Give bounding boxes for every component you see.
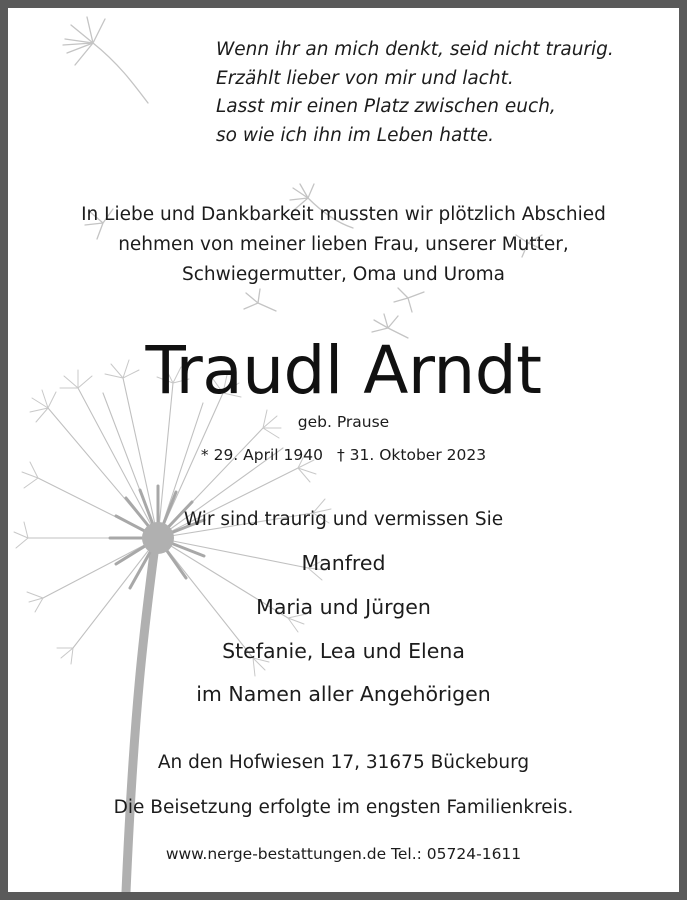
poem-line: so wie ich ihn im Leben hatte. — [216, 124, 495, 146]
intro-line: Schwiegermutter, Oma und Uroma — [182, 264, 505, 285]
mourners-intro: Wir sind traurig und vermissen Sie — [183, 509, 504, 530]
burial-note: Die Beisetzung erfolgte im engsten Familienkreis. — [113, 797, 574, 818]
intro-line: nehmen von meiner lieben Frau, unserer Mutter, — [118, 234, 569, 255]
poem-line: Wenn ihr an mich denkt, seid nicht traurig. — [216, 39, 614, 60]
birth-date: * 29. April 1940 — [200, 446, 323, 464]
address: An den Hofwiesen 17, 31675 Bückeburg — [157, 752, 530, 773]
intro-text — [8, 200, 679, 290]
funeral-home-contact: www.nerge-bestattungen.de Tel.: 05724-1611 — [165, 845, 522, 863]
poem-line: Lasst mir einen Platz zwischen euch, — [216, 96, 556, 117]
deceased-name: Traudl Arndt — [145, 332, 542, 409]
mourner-name: Manfred — [301, 551, 386, 575]
mourner-name: im Namen aller Angehörigen — [196, 682, 491, 706]
mourner-name: Stefanie, Lea und Elena — [222, 639, 465, 663]
birth-name: geb. Prause — [297, 413, 390, 431]
life-dates — [8, 444, 679, 466]
poem-line: Erzählt lieber von mir und lacht. — [216, 67, 514, 89]
obituary-notice — [8, 8, 679, 892]
poem — [216, 36, 666, 150]
mourner-name: Maria und Jürgen — [256, 595, 431, 619]
death-date: † 31. Oktober 2023 — [336, 446, 487, 464]
intro-line: In Liebe und Dankbarkeit mussten wir plötzlich Abschied — [81, 204, 606, 225]
